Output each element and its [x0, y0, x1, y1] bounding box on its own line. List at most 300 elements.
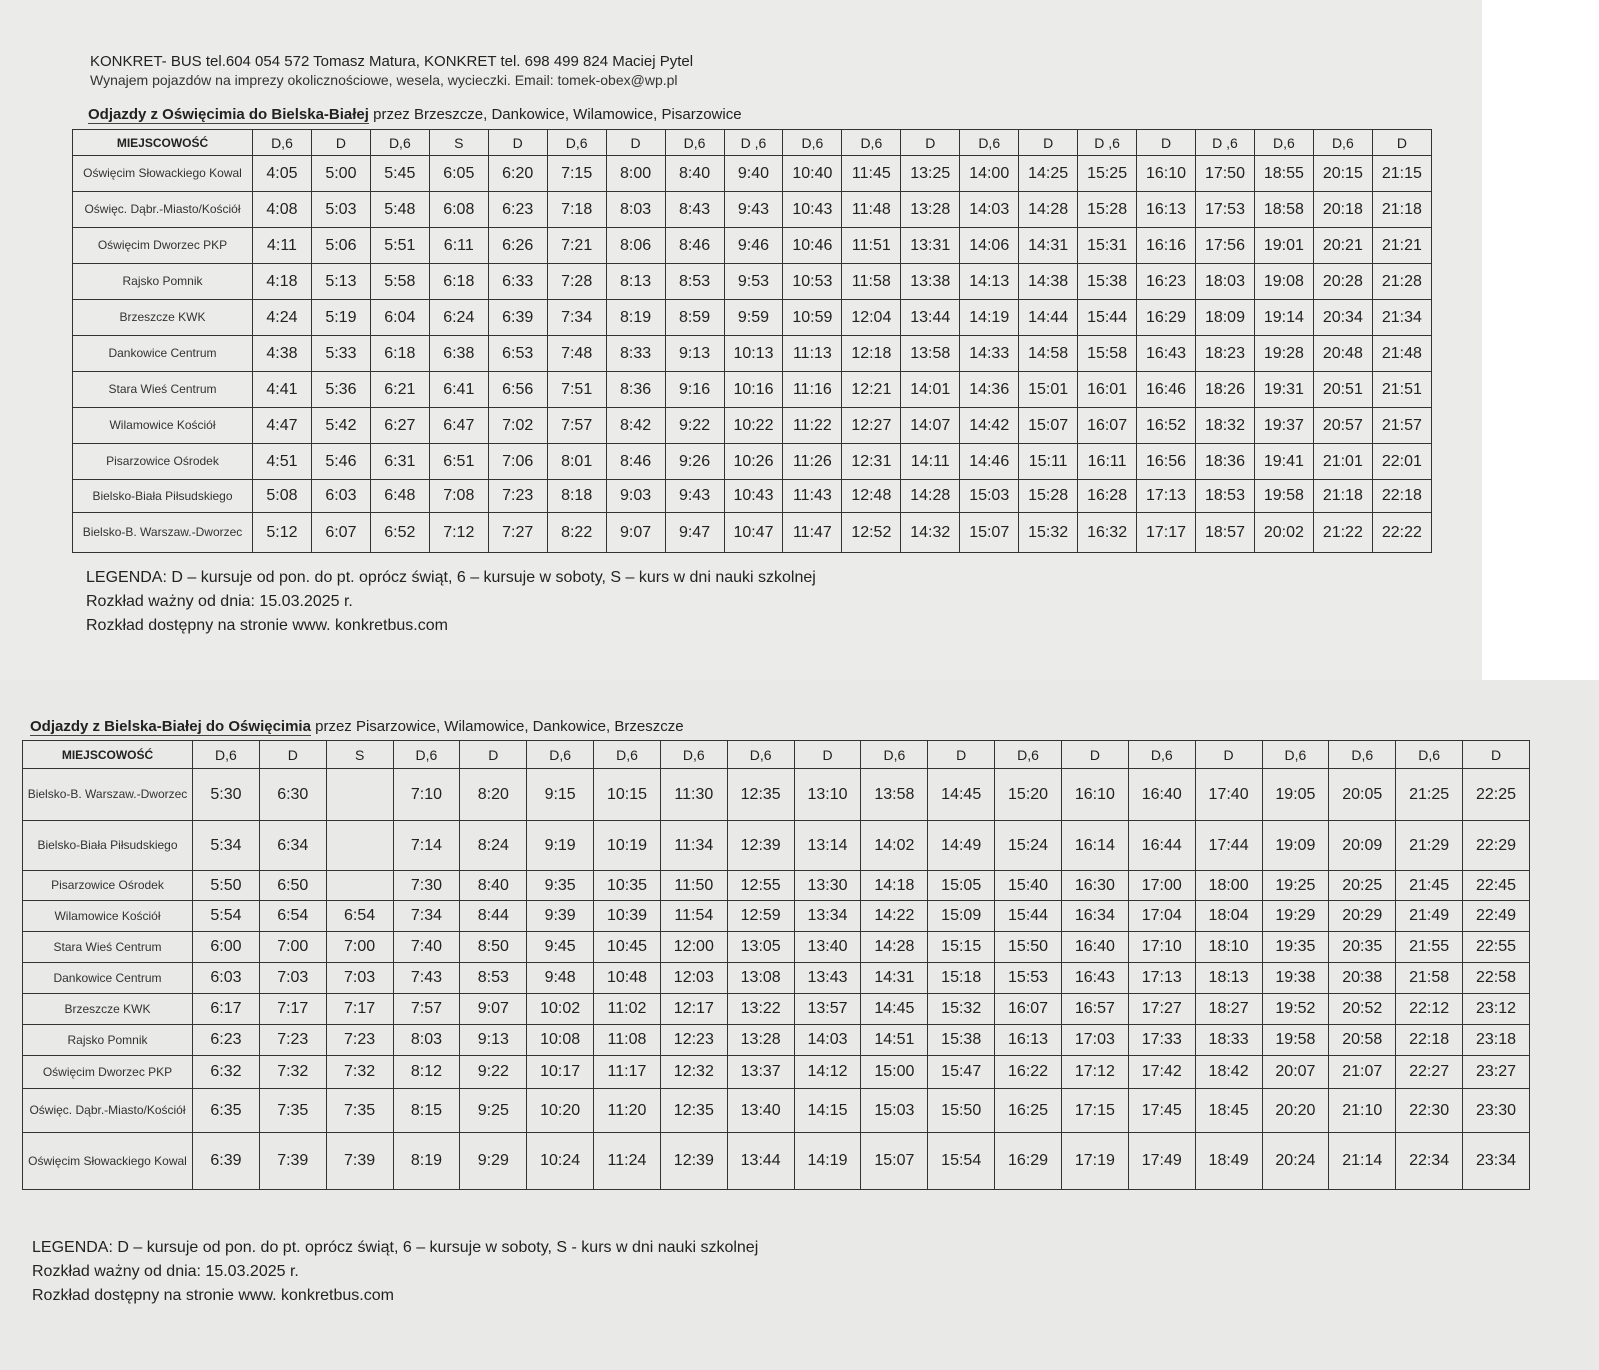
departure-time: 15:31 — [1078, 228, 1137, 264]
timetable-row — [23, 821, 1530, 871]
departure-time: 22:22 — [1372, 513, 1431, 553]
departure-time: 8:42 — [606, 408, 665, 444]
departure-time: 16:40 — [1061, 932, 1128, 963]
departure-time: 7:00 — [259, 932, 326, 963]
stop-name: Bielsko-Biała Piłsudskiego — [23, 821, 193, 871]
departure-time: 9:07 — [460, 994, 527, 1025]
departure-time: 15:07 — [1019, 408, 1078, 444]
departure-time: 21:58 — [1396, 963, 1463, 994]
departure-time: 16:29 — [1137, 300, 1196, 336]
departure-time: 10:47 — [724, 513, 783, 553]
departure-time: 17:03 — [1061, 1025, 1128, 1056]
departure-time: 21:18 — [1313, 480, 1372, 513]
departure-time: 9:48 — [527, 963, 594, 994]
departure-time: 10:46 — [783, 228, 842, 264]
departure-time: 14:33 — [960, 336, 1019, 372]
departure-time: 21:10 — [1329, 1089, 1396, 1133]
departure-time: 13:44 — [901, 300, 960, 336]
departure-time: 7:06 — [488, 444, 547, 480]
course-type-header: D — [1195, 741, 1262, 769]
operator-services: Wynajem pojazdów na imprezy okolicznościowe, wesela, wycieczki. Email: tomek-obex@wp.pl — [90, 72, 678, 88]
departure-time: 11:50 — [660, 871, 727, 901]
departure-time: 14:38 — [1019, 264, 1078, 300]
stop-name: Oświęcim Słowackiego Kowal — [73, 156, 253, 192]
departure-time: 6:34 — [259, 821, 326, 871]
timetable-row — [23, 1133, 1530, 1190]
departure-time: 18:45 — [1195, 1089, 1262, 1133]
departure-time: 21:01 — [1313, 444, 1372, 480]
departure-time: 19:05 — [1262, 769, 1329, 821]
departure-time: 6:54 — [326, 901, 393, 932]
route2-valid-from: Rozkład ważny od dnia: 15.03.2025 r. — [32, 1263, 299, 1280]
departure-time: 21:15 — [1372, 156, 1431, 192]
departure-time: 7:23 — [259, 1025, 326, 1056]
departure-time: 7:03 — [259, 963, 326, 994]
departure-time: 15:07 — [861, 1133, 928, 1190]
route2-legend-line: LEGENDA: D – kursuje od pon. do pt. oprócz świąt, 6 – kursuje w soboty, S - kurs w dni nauki szkolnej — [32, 1239, 759, 1256]
departure-time: 8:01 — [547, 444, 606, 480]
departure-time: 17:13 — [1137, 480, 1196, 513]
course-type-header: D,6 — [660, 741, 727, 769]
departure-time: 16:43 — [1137, 336, 1196, 372]
departure-time: 7:12 — [429, 513, 488, 553]
departure-time: 20:51 — [1313, 372, 1372, 408]
departure-time: 6:30 — [259, 769, 326, 821]
course-type-header: D,6 — [665, 130, 724, 156]
course-type-header: D — [460, 741, 527, 769]
timetable-row — [23, 932, 1530, 963]
departure-time: 23:18 — [1463, 1025, 1530, 1056]
departure-time: 11:47 — [783, 513, 842, 553]
stop-name: Oświęcim Dworzec PKP — [23, 1056, 193, 1089]
departure-time: 6:18 — [429, 264, 488, 300]
departure-time: 21:07 — [1329, 1056, 1396, 1089]
stop-name: Oświęcim Słowackiego Kowal — [23, 1133, 193, 1190]
departure-time: 10:35 — [594, 871, 661, 901]
departure-time: 9:25 — [460, 1089, 527, 1133]
departure-time: 18:09 — [1196, 300, 1255, 336]
route1-legend — [86, 566, 816, 638]
departure-time: 21:49 — [1396, 901, 1463, 932]
departure-time: 15:20 — [995, 769, 1062, 821]
departure-time: 11:22 — [783, 408, 842, 444]
course-type-header: D,6 — [193, 741, 260, 769]
departure-time: 17:13 — [1128, 963, 1195, 994]
departure-time: 15:03 — [960, 480, 1019, 513]
departure-time: 18:53 — [1196, 480, 1255, 513]
departure-time: 15:32 — [1019, 513, 1078, 553]
departure-time: 16:07 — [995, 994, 1062, 1025]
departure-time: 20:18 — [1313, 192, 1372, 228]
timetable-row — [23, 1056, 1530, 1089]
timetable-row — [73, 336, 1432, 372]
departure-time: 22:45 — [1463, 871, 1530, 901]
departure-time: 8:15 — [393, 1089, 460, 1133]
departure-time: 9:07 — [606, 513, 665, 553]
departure-time: 7:08 — [429, 480, 488, 513]
stop-name: Brzeszcze KWK — [23, 994, 193, 1025]
departure-time: 17:27 — [1128, 994, 1195, 1025]
departure-time: 15:03 — [861, 1089, 928, 1133]
departure-time: 4:05 — [253, 156, 312, 192]
stop-name: Oświęcim Dworzec PKP — [73, 228, 253, 264]
departure-time: 4:51 — [253, 444, 312, 480]
departure-time: 10:24 — [527, 1133, 594, 1190]
departure-time: 5:06 — [311, 228, 370, 264]
departure-time: 10:40 — [783, 156, 842, 192]
departure-time: 21:18 — [1372, 192, 1431, 228]
departure-time: 20:28 — [1313, 264, 1372, 300]
departure-time: 10:17 — [527, 1056, 594, 1089]
departure-time: 14:03 — [960, 192, 1019, 228]
departure-time: 11:02 — [594, 994, 661, 1025]
departure-time: 6:50 — [259, 871, 326, 901]
timetable-row — [73, 192, 1432, 228]
departure-time: 12:39 — [660, 1133, 727, 1190]
departure-time: 4:47 — [253, 408, 312, 444]
departure-time: 18:57 — [1196, 513, 1255, 553]
stop-name: Wilamowice Kościół — [73, 408, 253, 444]
departure-time: 8:22 — [547, 513, 606, 553]
departure-time — [326, 871, 393, 901]
course-type-header: D,6 — [842, 130, 901, 156]
route1-caption-via: przez Brzeszcze, Dankowice, Wilamowice, Pisarzowice — [368, 106, 742, 123]
departure-time: 5:46 — [311, 444, 370, 480]
course-type-header: D — [794, 741, 861, 769]
stop-name: Wilamowice Kościół — [23, 901, 193, 932]
departure-time: 11:43 — [783, 480, 842, 513]
departure-time: 5:19 — [311, 300, 370, 336]
departure-time: 11:16 — [783, 372, 842, 408]
course-type-header: D,6 — [393, 741, 460, 769]
departure-time: 6:26 — [488, 228, 547, 264]
departure-time: 18:36 — [1196, 444, 1255, 480]
course-type-header: D,6 — [1262, 741, 1329, 769]
departure-time: 6:27 — [370, 408, 429, 444]
departure-time: 19:31 — [1254, 372, 1313, 408]
departure-time: 12:18 — [842, 336, 901, 372]
departure-time: 19:29 — [1262, 901, 1329, 932]
departure-time: 14:25 — [1019, 156, 1078, 192]
departure-time: 8:13 — [606, 264, 665, 300]
departure-time: 19:01 — [1254, 228, 1313, 264]
departure-time: 7:27 — [488, 513, 547, 553]
departure-time: 15:11 — [1019, 444, 1078, 480]
departure-time: 15:07 — [960, 513, 1019, 553]
departure-time: 6:07 — [311, 513, 370, 553]
departure-time: 5:48 — [370, 192, 429, 228]
departure-time: 22:55 — [1463, 932, 1530, 963]
departure-time: 11:20 — [594, 1089, 661, 1133]
departure-time: 18:04 — [1195, 901, 1262, 932]
departure-time: 13:38 — [901, 264, 960, 300]
departure-time: 7:21 — [547, 228, 606, 264]
departure-time: 17:40 — [1195, 769, 1262, 821]
departure-time: 10:22 — [724, 408, 783, 444]
course-type-header: D — [606, 130, 665, 156]
stop-name: Bielsko-B. Warszaw.-Dworzec — [73, 513, 253, 553]
departure-time: 8:20 — [460, 769, 527, 821]
departure-time: 20:38 — [1329, 963, 1396, 994]
departure-time: 7:57 — [393, 994, 460, 1025]
departure-time: 13:28 — [901, 192, 960, 228]
departure-time: 16:11 — [1078, 444, 1137, 480]
departure-time: 14:07 — [901, 408, 960, 444]
departure-time: 20:09 — [1329, 821, 1396, 871]
bottom-timetable-sheet — [0, 680, 1599, 1370]
course-type-header: D — [1372, 130, 1431, 156]
departure-time: 14:28 — [901, 480, 960, 513]
timetable-row — [73, 372, 1432, 408]
departure-time: 6:04 — [370, 300, 429, 336]
departure-time: 7:28 — [547, 264, 606, 300]
route2-caption-main: Odjazdy z Bielska-Białej do Oświęcimia — [30, 718, 311, 735]
departure-time: 6:53 — [488, 336, 547, 372]
departure-time: 7:32 — [326, 1056, 393, 1089]
departure-time: 20:57 — [1313, 408, 1372, 444]
departure-time: 11:58 — [842, 264, 901, 300]
departure-time: 21:29 — [1396, 821, 1463, 871]
departure-time: 6:35 — [193, 1089, 260, 1133]
departure-time: 7:51 — [547, 372, 606, 408]
departure-time: 4:24 — [253, 300, 312, 336]
departure-time: 20:02 — [1254, 513, 1313, 553]
departure-time: 15:09 — [928, 901, 995, 932]
departure-time: 12:35 — [727, 769, 794, 821]
departure-time: 7:32 — [259, 1056, 326, 1089]
departure-time: 22:25 — [1463, 769, 1530, 821]
departure-time: 7:10 — [393, 769, 460, 821]
departure-time: 21:14 — [1329, 1133, 1396, 1190]
timetable-header-row — [73, 130, 1432, 156]
departure-time: 12:32 — [660, 1056, 727, 1089]
departure-time: 9:47 — [665, 513, 724, 553]
departure-time: 13:28 — [727, 1025, 794, 1056]
departure-time: 14:44 — [1019, 300, 1078, 336]
departure-time: 8:43 — [665, 192, 724, 228]
departure-time: 19:08 — [1254, 264, 1313, 300]
departure-time: 19:37 — [1254, 408, 1313, 444]
departure-time: 20:48 — [1313, 336, 1372, 372]
departure-time: 14:31 — [861, 963, 928, 994]
departure-time: 10:45 — [594, 932, 661, 963]
departure-time: 9:43 — [724, 192, 783, 228]
departure-time: 6:54 — [259, 901, 326, 932]
departure-time: 12:31 — [842, 444, 901, 480]
departure-time: 5:45 — [370, 156, 429, 192]
departure-time: 16:57 — [1061, 994, 1128, 1025]
departure-time: 6:47 — [429, 408, 488, 444]
departure-time: 11:45 — [842, 156, 901, 192]
departure-time: 16:22 — [995, 1056, 1062, 1089]
departure-time: 16:10 — [1137, 156, 1196, 192]
departure-time: 10:02 — [527, 994, 594, 1025]
stop-name: Oświęc. Dąbr.-Miasto/Kościół — [73, 192, 253, 228]
departure-time: 7:15 — [547, 156, 606, 192]
route1-website: Rozkład dostępny na stronie www. konkretbus.com — [86, 617, 448, 634]
departure-time: 14:28 — [861, 932, 928, 963]
departure-time: 15:44 — [995, 901, 1062, 932]
departure-time: 7:23 — [488, 480, 547, 513]
departure-time: 5:08 — [253, 480, 312, 513]
departure-time: 10:26 — [724, 444, 783, 480]
departure-time: 14:03 — [794, 1025, 861, 1056]
departure-time: 19:58 — [1254, 480, 1313, 513]
departure-time: 8:18 — [547, 480, 606, 513]
departure-time: 15:50 — [928, 1089, 995, 1133]
departure-time: 8:06 — [606, 228, 665, 264]
departure-time: 11:24 — [594, 1133, 661, 1190]
departure-time: 6:24 — [429, 300, 488, 336]
stop-name: Oświęc. Dąbr.-Miasto/Kościół — [23, 1089, 193, 1133]
departure-time: 10:59 — [783, 300, 842, 336]
departure-time: 16:44 — [1128, 821, 1195, 871]
course-type-header: D,6 — [861, 741, 928, 769]
course-type-header: D,6 — [547, 130, 606, 156]
departure-time: 10:48 — [594, 963, 661, 994]
departure-time: 19:58 — [1262, 1025, 1329, 1056]
departure-time: 13:40 — [794, 932, 861, 963]
departure-time: 16:14 — [1061, 821, 1128, 871]
stop-name: Pisarzowice Ośrodek — [73, 444, 253, 480]
departure-time: 14:28 — [1019, 192, 1078, 228]
departure-time: 20:24 — [1262, 1133, 1329, 1190]
departure-time: 16:30 — [1061, 871, 1128, 901]
departure-time: 10:43 — [724, 480, 783, 513]
departure-time: 14:46 — [960, 444, 1019, 480]
departure-time: 16:16 — [1137, 228, 1196, 264]
departure-time: 6:23 — [193, 1025, 260, 1056]
departure-time: 13:34 — [794, 901, 861, 932]
departure-time: 21:22 — [1313, 513, 1372, 553]
departure-time: 12:55 — [727, 871, 794, 901]
departure-time: 14:11 — [901, 444, 960, 480]
route1-caption-main: Odjazdy z Oświęcimia do Bielska-Białej — [88, 106, 369, 123]
departure-time: 21:57 — [1372, 408, 1431, 444]
departure-time: 7:00 — [326, 932, 393, 963]
departure-time: 9:22 — [460, 1056, 527, 1089]
departure-time: 7:18 — [547, 192, 606, 228]
departure-time: 16:13 — [995, 1025, 1062, 1056]
departure-time: 22:12 — [1396, 994, 1463, 1025]
departure-time: 16:25 — [995, 1089, 1062, 1133]
departure-time: 6:08 — [429, 192, 488, 228]
departure-time: 14:13 — [960, 264, 1019, 300]
course-type-header: D,6 — [783, 130, 842, 156]
course-type-header: D — [1061, 741, 1128, 769]
departure-time: 11:51 — [842, 228, 901, 264]
departure-time: 4:08 — [253, 192, 312, 228]
departure-time: 4:41 — [253, 372, 312, 408]
departure-time: 20:21 — [1313, 228, 1372, 264]
departure-time: 22:18 — [1396, 1025, 1463, 1056]
departure-time: 13:31 — [901, 228, 960, 264]
departure-time: 8:12 — [393, 1056, 460, 1089]
departure-time: 16:29 — [995, 1133, 1062, 1190]
departure-time: 16:46 — [1137, 372, 1196, 408]
departure-time: 23:27 — [1463, 1056, 1530, 1089]
departure-time: 15:58 — [1078, 336, 1137, 372]
departure-time: 20:34 — [1313, 300, 1372, 336]
departure-time: 15:05 — [928, 871, 995, 901]
departure-time: 12:52 — [842, 513, 901, 553]
departure-time: 6:00 — [193, 932, 260, 963]
departure-time: 9:45 — [527, 932, 594, 963]
course-type-header: D,6 — [1313, 130, 1372, 156]
course-type-header: D ,6 — [1196, 130, 1255, 156]
stop-name: Bielsko-B. Warszaw.-Dworzec — [23, 769, 193, 821]
departure-time: 14:45 — [861, 994, 928, 1025]
operator-header — [90, 52, 693, 90]
departure-time: 21:55 — [1396, 932, 1463, 963]
departure-time: 12:23 — [660, 1025, 727, 1056]
departure-time: 6:56 — [488, 372, 547, 408]
departure-time: 13:14 — [794, 821, 861, 871]
departure-time: 22:34 — [1396, 1133, 1463, 1190]
departure-time: 11:17 — [594, 1056, 661, 1089]
departure-time: 8:19 — [393, 1133, 460, 1190]
course-type-header: D — [259, 741, 326, 769]
departure-time: 15:01 — [1019, 372, 1078, 408]
departure-time: 6:18 — [370, 336, 429, 372]
place-column-header: MIEJSCOWOŚĆ — [73, 130, 253, 156]
departure-time: 7:43 — [393, 963, 460, 994]
departure-time: 11:48 — [842, 192, 901, 228]
timetable-row — [23, 769, 1530, 821]
departure-time: 5:58 — [370, 264, 429, 300]
departure-time: 22:58 — [1463, 963, 1530, 994]
departure-time: 14:01 — [901, 372, 960, 408]
departure-time: 8:44 — [460, 901, 527, 932]
departure-time: 8:24 — [460, 821, 527, 871]
course-type-header: S — [326, 741, 393, 769]
departure-time: 21:34 — [1372, 300, 1431, 336]
departure-time: 10:20 — [527, 1089, 594, 1133]
departure-time: 5:13 — [311, 264, 370, 300]
departure-time: 9:40 — [724, 156, 783, 192]
departure-time: 16:13 — [1137, 192, 1196, 228]
departure-time: 14:45 — [928, 769, 995, 821]
departure-time: 14:12 — [794, 1056, 861, 1089]
course-type-header: D,6 — [253, 130, 312, 156]
departure-time: 14:22 — [861, 901, 928, 932]
departure-time: 8:36 — [606, 372, 665, 408]
departure-time: 9:26 — [665, 444, 724, 480]
stop-name: Bielsko-Biała Piłsudskiego — [73, 480, 253, 513]
departure-time: 9:43 — [665, 480, 724, 513]
departure-time: 17:45 — [1128, 1089, 1195, 1133]
route1-caption — [88, 106, 742, 123]
departure-time: 20:35 — [1329, 932, 1396, 963]
departure-time: 10:53 — [783, 264, 842, 300]
departure-time: 18:00 — [1195, 871, 1262, 901]
timetable-row — [23, 994, 1530, 1025]
departure-time: 16:52 — [1137, 408, 1196, 444]
departure-time: 15:38 — [1078, 264, 1137, 300]
course-type-header: D — [311, 130, 370, 156]
departure-time: 17:53 — [1196, 192, 1255, 228]
departure-time: 7:39 — [259, 1133, 326, 1190]
departure-time: 7:39 — [326, 1133, 393, 1190]
departure-time: 19:14 — [1254, 300, 1313, 336]
departure-time: 23:30 — [1463, 1089, 1530, 1133]
departure-time: 8:33 — [606, 336, 665, 372]
departure-time: 5:30 — [193, 769, 260, 821]
departure-time: 17:10 — [1128, 932, 1195, 963]
departure-time: 15:47 — [928, 1056, 995, 1089]
route2-caption-via: przez Pisarzowice, Wilamowice, Dankowice, Brzeszcze — [310, 718, 684, 735]
departure-time: 13:57 — [794, 994, 861, 1025]
